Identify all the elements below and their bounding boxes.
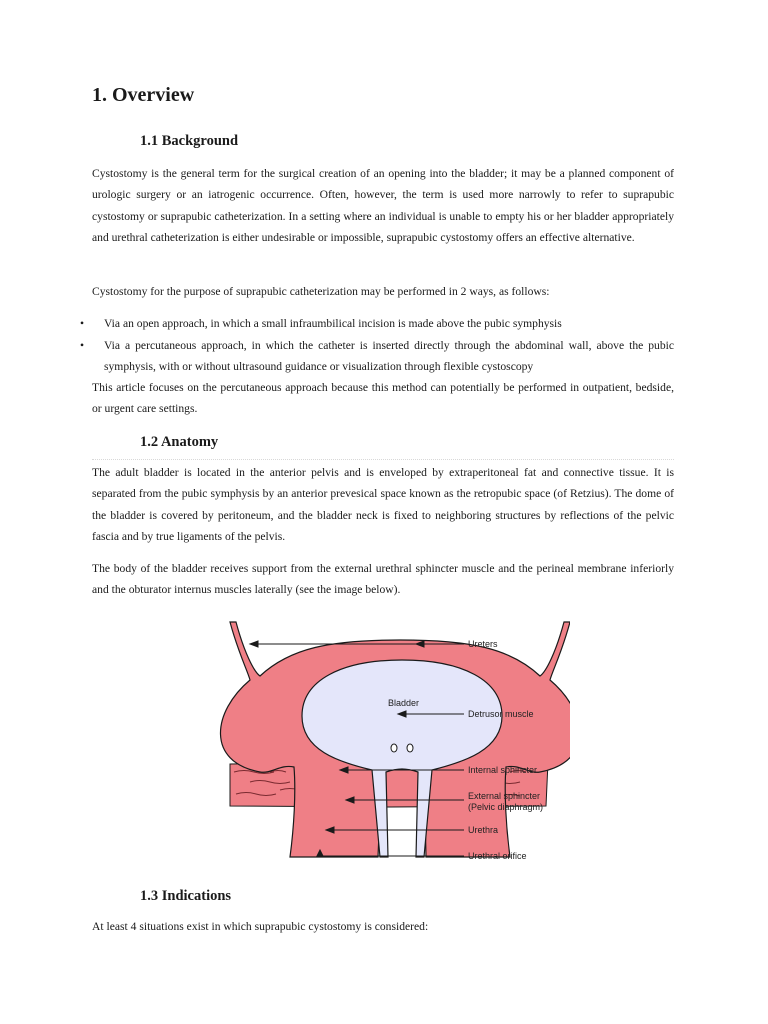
bullet-icon: • <box>80 317 85 330</box>
section-divider <box>92 459 674 460</box>
list-item-text: Via a percutaneous approach, in which the catheter is inserted directly through the abdominal wall, above the pubic symphysis, with or without ultrasound guidance or visualization through flexible cystoscopy <box>104 339 674 374</box>
list-item <box>80 313 674 334</box>
label-detrusor: Detrusor muscle <box>468 709 534 719</box>
label-external-sphincter: External sphincter <box>468 791 541 801</box>
background-paragraph-2: Cystostomy for the purpose of suprapubic catheterization may be performed in 2 ways, as follows: <box>92 285 550 298</box>
anatomy-paragraph-2: The body of the bladder receives support from the external urethral sphincter muscle and the perineal membrane inferiorly and the obturator internus muscles laterally (see the image below). <box>92 562 674 597</box>
ureteral-orifice-right <box>407 744 413 752</box>
background-paragraph-1: Cystostomy is the general term for the surgical creation of an opening into the bladder; it may be a planned component of urologic surgery or an iatrogenic occurrence. Often, however, the term is used more narrowly to refer to suprapubic cystostomy or suprapubic catheterization. In a setting where an individual is unable to empty his or her bladder appropriately and urethral catheterization is either undesirable or impossible, suprapubic cystostomy offers an effective alternative. <box>92 167 674 244</box>
background-paragraph-3: This article focuses on the percutaneous approach because this method can potentially be performed in outpatient, bedside, or urgent care settings. <box>92 381 674 416</box>
list-item-text: Via an open approach, in which a small infraumbilical incision is made above the pubic symphysis <box>104 317 562 330</box>
bladder-anatomy-figure <box>210 612 570 874</box>
label-bladder: Bladder <box>388 698 420 708</box>
anatomy-paragraph-1: The adult bladder is located in the anterior pelvis and is enveloped by extraperitoneal fat and connective tissue. It is separated from the pubic symphysis by an anterior prevesical space known as the retropubic space (of Retzius). The dome of the bladder is covered by peritoneum, and the bladder neck is fixed to neighboring structures by reflections of the pelvic fascia and by true ligaments of the pelvis. <box>92 466 674 543</box>
heading-indications: 1.3 Indications <box>140 888 232 904</box>
label-urethra: Urethra <box>468 825 499 835</box>
ureteral-orifice-left <box>391 744 397 752</box>
label-ureters: Ureters <box>468 639 498 649</box>
heading-background: 1.1 Background <box>140 133 239 149</box>
label-internal-sphincter: Internal sphincter <box>468 765 538 775</box>
heading-anatomy: 1.2 Anatomy <box>140 434 219 450</box>
label-pelvic-diaphragm: (Pelvic diaphragm) <box>468 802 544 812</box>
label-urethral-orifice: Urethral orifice <box>468 851 527 861</box>
indications-paragraph-1: At least 4 situations exist in which suprapubic cystostomy is considered: <box>92 920 429 933</box>
list-item <box>80 335 674 378</box>
bullet-icon: • <box>80 339 85 352</box>
page-title: 1. Overview <box>92 84 195 106</box>
